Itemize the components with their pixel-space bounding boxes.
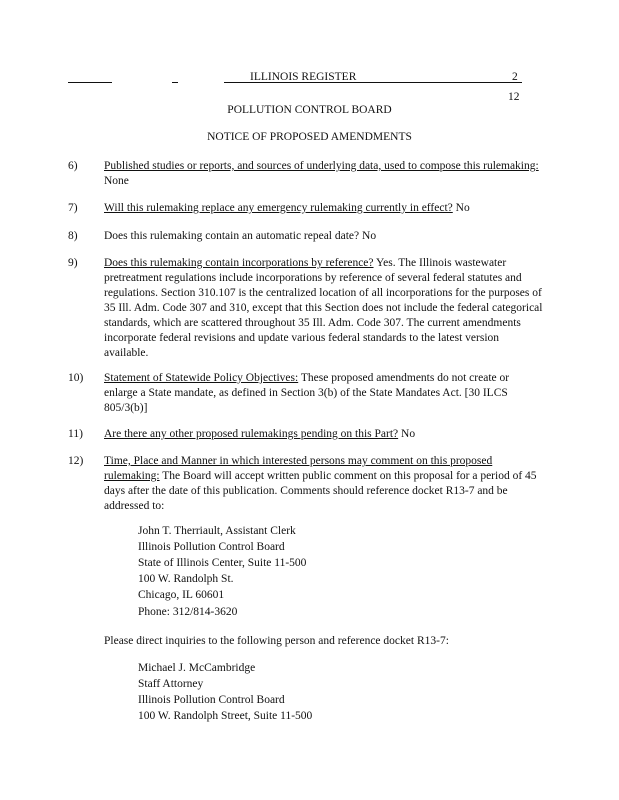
address1-line5: Chicago, IL 60601 — [138, 589, 225, 601]
item-7-title: Will this rulemaking replace any emergency rulemaking currently in effect? — [104, 202, 453, 214]
item-8-title: Does this rulemaking contain an automatic repeal date? — [104, 230, 360, 242]
item-12-answer: The Board will accept written public comment on this proposal for a period of 45 days after the date of this publication. Comments should reference docket R13-7 and be addressed to: — [104, 470, 537, 512]
item-11-answer: No — [401, 428, 416, 440]
item-10-answer: These proposed amendments do not create or enlarge a State mandate, as defined in Section 3(b) of the State Mandates Act. [30 ILCS 805/3(b)] — [104, 372, 510, 414]
item-number-9: 9) — [68, 257, 78, 269]
item-9-title: Does this rulemaking contain incorporations by reference? — [104, 257, 374, 269]
address2-line2: Staff Attorney — [138, 678, 204, 690]
address1-line3: State of Illinois Center, Suite 11-500 — [138, 557, 307, 569]
item-12 — [104, 454, 544, 514]
item-number-6: 6) — [68, 160, 78, 172]
address1-line2: Illinois Pollution Control Board — [138, 541, 285, 553]
register-title: ILLINOIS REGISTER — [250, 71, 357, 83]
item-10 — [104, 371, 544, 416]
item-number-7: 7) — [68, 202, 78, 214]
address2-line4: 100 W. Randolph Street, Suite 11-500 — [138, 710, 313, 722]
notice-title: NOTICE OF PROPOSED AMENDMENTS — [207, 131, 412, 143]
item-number-11: 11) — [68, 428, 83, 440]
item-6 — [104, 159, 544, 189]
page-number: 2 — [512, 71, 518, 83]
clerk-address — [138, 523, 306, 603]
address2-line3: Illinois Pollution Control Board — [138, 694, 285, 706]
sub-page-number: 12 — [508, 91, 520, 103]
item-8 — [104, 229, 544, 244]
board-name: POLLUTION CONTROL BOARD — [227, 104, 392, 116]
header-rule-mark — [172, 82, 178, 83]
item-7-answer: No — [455, 202, 470, 214]
item-11-title: Are there any other proposed rulemakings pending on this Part? — [104, 428, 399, 440]
item-7 — [104, 201, 544, 216]
address2-line1: Michael J. McCambridge — [138, 662, 256, 674]
header-rule-left — [68, 82, 112, 83]
attorney-address — [138, 660, 312, 724]
item-8-answer: No — [362, 230, 377, 242]
address1-line1: John T. Therriault, Assistant Clerk — [138, 525, 296, 537]
item-12-title: Time, Place and Manner in which interested persons may comment on this proposed rulemaking: — [104, 455, 493, 482]
item-number-8: 8) — [68, 230, 78, 242]
item-10-title: Statement of Statewide Policy Objectives: — [104, 372, 299, 384]
item-6-title: Published studies or reports, and sources of underlying data, used to compose this rulemaking: — [104, 160, 539, 172]
item-9-answer: Yes. The Illinois wastewater pretreatment regulations include incorporations by reference of several federal statutes and regulations. Section 310.107 is the centralized location of all incorporations for the purposes of 35 Ill. Adm. Code 307 and 310, except that this Section does not include the federal categorical standards, which are scattered throughout 35 Ill. Adm. Code 307. The current amendments incorporate federal revisions and update various federal standards to the latest version available. — [104, 257, 543, 359]
clerk-phone: Phone: 312/814-3620 — [138, 606, 238, 618]
item-number-12: 12) — [68, 455, 84, 467]
item-11 — [104, 427, 544, 442]
item-9 — [104, 256, 544, 361]
item-number-10: 10) — [68, 372, 84, 384]
address1-line4: 100 W. Randolph St. — [138, 573, 234, 585]
inquiries-text: Please direct inquiries to the following person and reference docket R13-7: — [104, 635, 449, 647]
item-6-answer: None — [104, 175, 129, 187]
